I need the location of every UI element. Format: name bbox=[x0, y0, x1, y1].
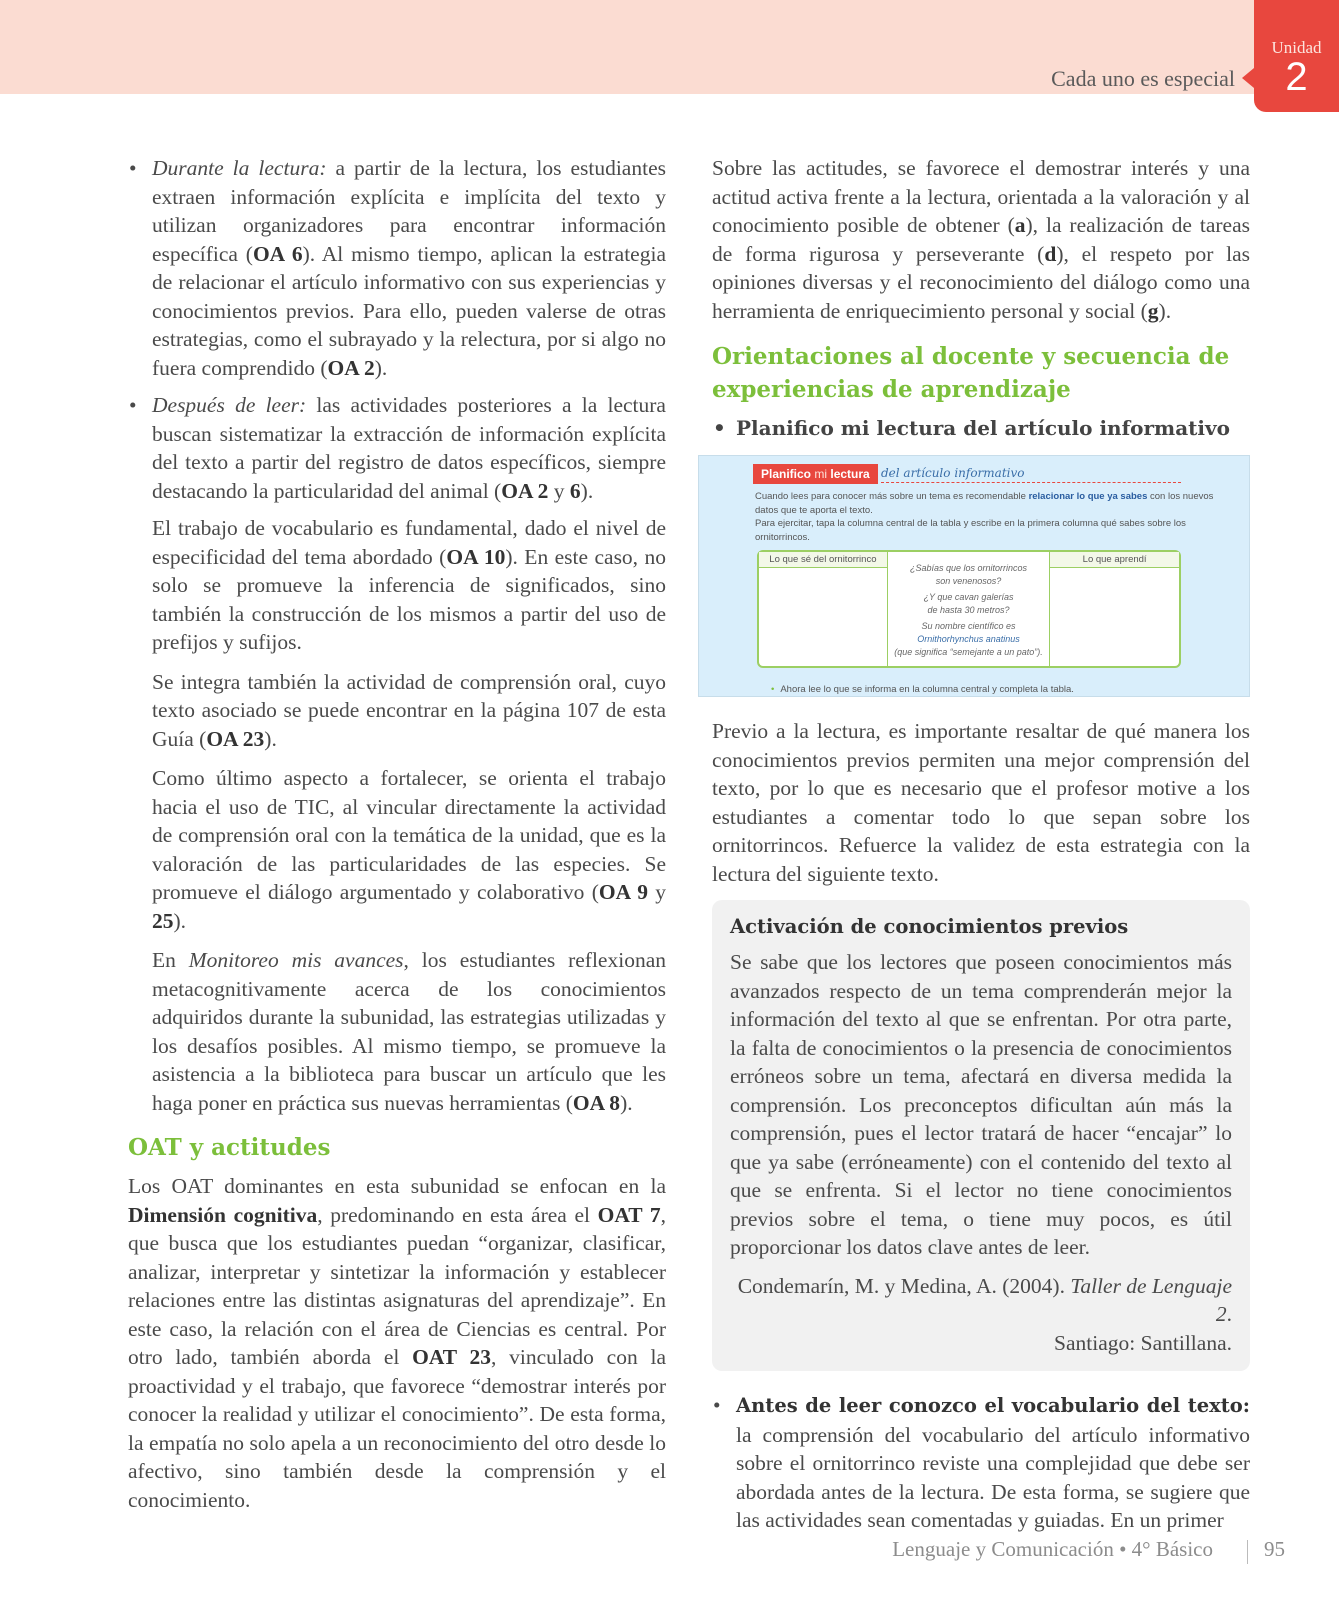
box-text: Se sabe que los lectores que poseen conocimientos más avanzados respecto de un tema comprenderán mejor la información del texto al que se enfrentan. Por otra parte, la falta de conocimientos o la presencia de conocimientos erróneos sobre un tema, afectará en diversa medida la comprensión. Los preconceptos dificultan aún más la comprensión, pues el lector tratará de hacer “encajar” lo que ya sabe (erróneamente) con el contenido del texto al que se enfrenta. Si el lector no tiene conocimientos previos sobre el tema, o tiene muy pocos, es útil proporcionar los datos clave antes de leer. bbox=[730, 950, 1232, 1259]
paragraph-oat bbox=[128, 1172, 666, 1514]
text: a partir de la lectura, los estudiantes extraen información explícita e implícita del texto y utilizan organizadores para encontrar información específica ( bbox=[152, 156, 666, 266]
paragraph-previo: Previo a la lectura, es importante resaltar de qué manera los conocimientos previos permiten una mejor comprensión del texto, por lo que es necesario que el profesor motive a los estudiantes a comentar todo lo que sepan sobre los ornitorrincos. Refuerce la validez de esta estrategia con la lectura del siguiente texto. bbox=[712, 719, 1250, 886]
fact-line: (que significa “semejante a un pato”). bbox=[894, 647, 1043, 657]
bold-text: OAT 23 bbox=[412, 1345, 491, 1369]
unit-tab bbox=[1254, 0, 1339, 112]
oa-ref: OA 6 bbox=[252, 241, 303, 266]
bullet-vocabulario bbox=[712, 1391, 1250, 1535]
tag-text: mi bbox=[814, 467, 828, 481]
text: ). Al mismo tiempo, aplican la estrategia de relacionar el artículo informativo con sus experiencias y conocimientos previos. Para ello, pueden valerse de otras estrategias, como el subrayado y la relectura, por si algo no fuera comprendido ( bbox=[152, 241, 666, 380]
text: , predominando en esta área el bbox=[317, 1202, 598, 1227]
fact-line: Ornithorhynchus anatinus bbox=[917, 634, 1020, 644]
bold-text: d bbox=[1044, 241, 1057, 266]
page-number: 95 bbox=[1264, 1537, 1285, 1561]
sub-bullet-planifico: • Planifico mi lectura del artículo informativo bbox=[712, 413, 1250, 443]
figure-heading: del artículo informativo bbox=[881, 464, 1181, 483]
bullet-label: Después de leer: bbox=[152, 393, 307, 417]
oa-ref: OA 23 bbox=[206, 726, 265, 751]
fact-line: ¿Sabías que los ornitorrincos bbox=[909, 563, 1028, 573]
paragraph-comprension-oral bbox=[128, 668, 666, 754]
right-column bbox=[712, 154, 1250, 1544]
box-title: Activación de conocimientos previos bbox=[730, 915, 1129, 938]
paragraph-tic bbox=[128, 764, 666, 935]
text: ). bbox=[264, 726, 277, 751]
oa-ref: OA 2 bbox=[327, 355, 375, 380]
text: y bbox=[548, 478, 570, 503]
text: En bbox=[152, 948, 189, 972]
text: Condemarín, M. y Medina, A. (2004). bbox=[737, 1273, 1071, 1298]
oa-ref: 6 bbox=[569, 478, 581, 503]
bullet-label: Durante la lectura: bbox=[152, 156, 327, 180]
oa-ref: 25 bbox=[152, 908, 174, 933]
italic-text: Monitoreo mis avances bbox=[188, 948, 404, 972]
bold-text: g bbox=[1147, 298, 1159, 323]
figure-planifico bbox=[698, 455, 1250, 697]
table-column-3 bbox=[1050, 552, 1179, 666]
oa-ref: OA 10 bbox=[446, 544, 506, 569]
text: Cuando lees para conocer más sobre un tema es recomendable bbox=[755, 491, 1029, 502]
text: la comprensión del vocabulario del artículo informativo sobre el ornitorrinco reviste una complejidad que debe ser abordada antes de la lectura. De esta forma, se sugiere que las actividades sean comentadas y guiadas. En un primer bbox=[736, 1422, 1250, 1532]
bullet-label: Antes de leer conozco el vocabulario del texto: bbox=[736, 1394, 1250, 1417]
bullet-durante bbox=[128, 154, 666, 382]
text: Se integra también la actividad de comprensión oral, cuyo texto asociado se puede encontrar en la página 107 de esta Guía ( bbox=[152, 669, 666, 751]
fact-line: son venenosos? bbox=[935, 576, 1002, 586]
text: , vinculado con la proactividad y el trabajo, que favorece “demostrar interés por conocer la realidad y utilizar el conocimiento”. De esta forma, la empatía no solo apela a un reconocimiento del otro desde lo afectivo, sino también desde la comprensión y el conocimiento. bbox=[128, 1345, 667, 1512]
tag-text: Planifico bbox=[761, 467, 812, 481]
figure-table bbox=[757, 550, 1181, 668]
citation bbox=[730, 1272, 1232, 1358]
text: y bbox=[647, 880, 666, 904]
oa-ref: OA 2 bbox=[501, 478, 549, 503]
oa-ref: OA 9 bbox=[598, 880, 648, 904]
text: ). bbox=[374, 355, 388, 380]
bold-text: OAT 7 bbox=[597, 1202, 661, 1227]
unit-label: Unidad bbox=[1271, 38, 1322, 57]
quote-box bbox=[712, 900, 1250, 1371]
footer-divider bbox=[1247, 1540, 1248, 1564]
figure-intro bbox=[755, 490, 1215, 544]
fact-line: de hasta 30 metros? bbox=[927, 605, 1010, 615]
text: las actividades posteriores a la lectura buscan sistematizar la extracción de información explícita del texto a partir del registro de datos específicos, siempre destacando la particularidad del animal ( bbox=[152, 393, 666, 503]
section-heading: Orientaciones al docente y secuencia de experiencias de aprendizaje bbox=[712, 343, 1230, 403]
oa-ref: OA 8 bbox=[572, 1090, 621, 1115]
text: ). bbox=[1158, 298, 1172, 323]
column-header: Lo que sé del ornitorrinco bbox=[759, 552, 887, 568]
paragraph-vocabulario bbox=[128, 514, 666, 657]
chapter-title: Cada uno es especial bbox=[1051, 66, 1235, 91]
paragraph-actitudes bbox=[712, 154, 1250, 325]
fact-line: Su nombre científico es bbox=[921, 621, 1016, 631]
text: con los nuevos datos que te aporta el texto. bbox=[755, 491, 1214, 516]
table-column-1 bbox=[759, 552, 888, 666]
text: , que busca que los estudiantes puedan “organizar, clasificar, analizar, interpretar y sintetizar la información y establecer relaciones entre las distintas asignaturas del aprendizaje”. En este caso, la relación con el área de Ciencias es central. Por otro lado, también aborda el bbox=[128, 1202, 666, 1369]
italic-text: Taller de Lenguaje 2 bbox=[1070, 1273, 1232, 1326]
footer-subject: Lenguaje y Comunicación • 4° Básico bbox=[892, 1537, 1213, 1561]
oat-heading: OAT y actitudes bbox=[128, 1134, 331, 1161]
text: Como último aspecto a fortalecer, se orienta el trabajo hacia el uso de TIC, al vincular directamente la actividad de comprensión oral con la temática de la unidad, que es la valoración de las particularidades de las especies. Se promueve el diálogo argumentado y colaborativo ( bbox=[152, 766, 666, 904]
figure-footer: • Ahora lee lo que se informa en la columna central y completa la tabla. bbox=[771, 676, 1074, 705]
text: El trabajo de vocabulario es fundamental, dado el nivel de especificidad del tema abordado ( bbox=[152, 516, 666, 569]
text: ), el respeto por las opiniones diversas y el reconocimiento del diálogo como una herramienta de enriquecimiento personal y social ( bbox=[712, 241, 1250, 323]
left-column bbox=[128, 154, 666, 1514]
tag-text: lectura bbox=[830, 467, 870, 481]
text: Santiago: Santillana. bbox=[1054, 1330, 1232, 1355]
text: ). bbox=[173, 908, 187, 933]
bullet-despues bbox=[128, 391, 666, 505]
unit-number: 2 bbox=[1285, 55, 1308, 99]
bold-text: relacionar lo que ya sabes bbox=[1028, 491, 1148, 502]
fact-line: ¿Y que cavan galerías bbox=[923, 592, 1014, 602]
column-header: Lo que aprendí bbox=[1050, 552, 1179, 568]
text: ), la realización de tareas de forma rigurosa y perseverante ( bbox=[712, 213, 1250, 266]
table-column-2 bbox=[888, 552, 1050, 666]
text: Los OAT dominantes en esta subunidad se enfocan en la bbox=[128, 1174, 666, 1198]
text: ). bbox=[580, 478, 594, 503]
text: Para ejercitar, tapa la columna central de la tabla y escribe en la primera columna qué sabes sobre los ornitorrincos. bbox=[755, 518, 1186, 543]
text: . bbox=[1226, 1302, 1232, 1326]
figure-tag bbox=[753, 464, 878, 484]
bold-text: Dimensión cognitiva bbox=[128, 1202, 318, 1227]
text: , los estudiantes reflexionan metacognitivamente acerca de los conocimientos adquiridos durante la subunidad, las estrategias utilizadas y los desafíos posibles. Al mismo tiempo, se promueve la asistencia a la biblioteca para buscar un artículo que les haga poner en práctica sus nuevas herramientas ( bbox=[152, 948, 666, 1115]
text: Sobre las actitudes, se favorece el demostrar interés y una actitud activa frente a la lectura, orientada a la valoración y al conocimiento posible de obtener ( bbox=[712, 156, 1250, 237]
bold-text: a bbox=[1014, 213, 1026, 237]
paragraph-monitoreo bbox=[128, 946, 666, 1117]
text: ). bbox=[620, 1090, 633, 1115]
text: ). En este caso, no solo se promueve la inferencia de significados, sino también la construcción de los mismos a partir del uso de prefijos y sufijos. bbox=[152, 544, 666, 654]
